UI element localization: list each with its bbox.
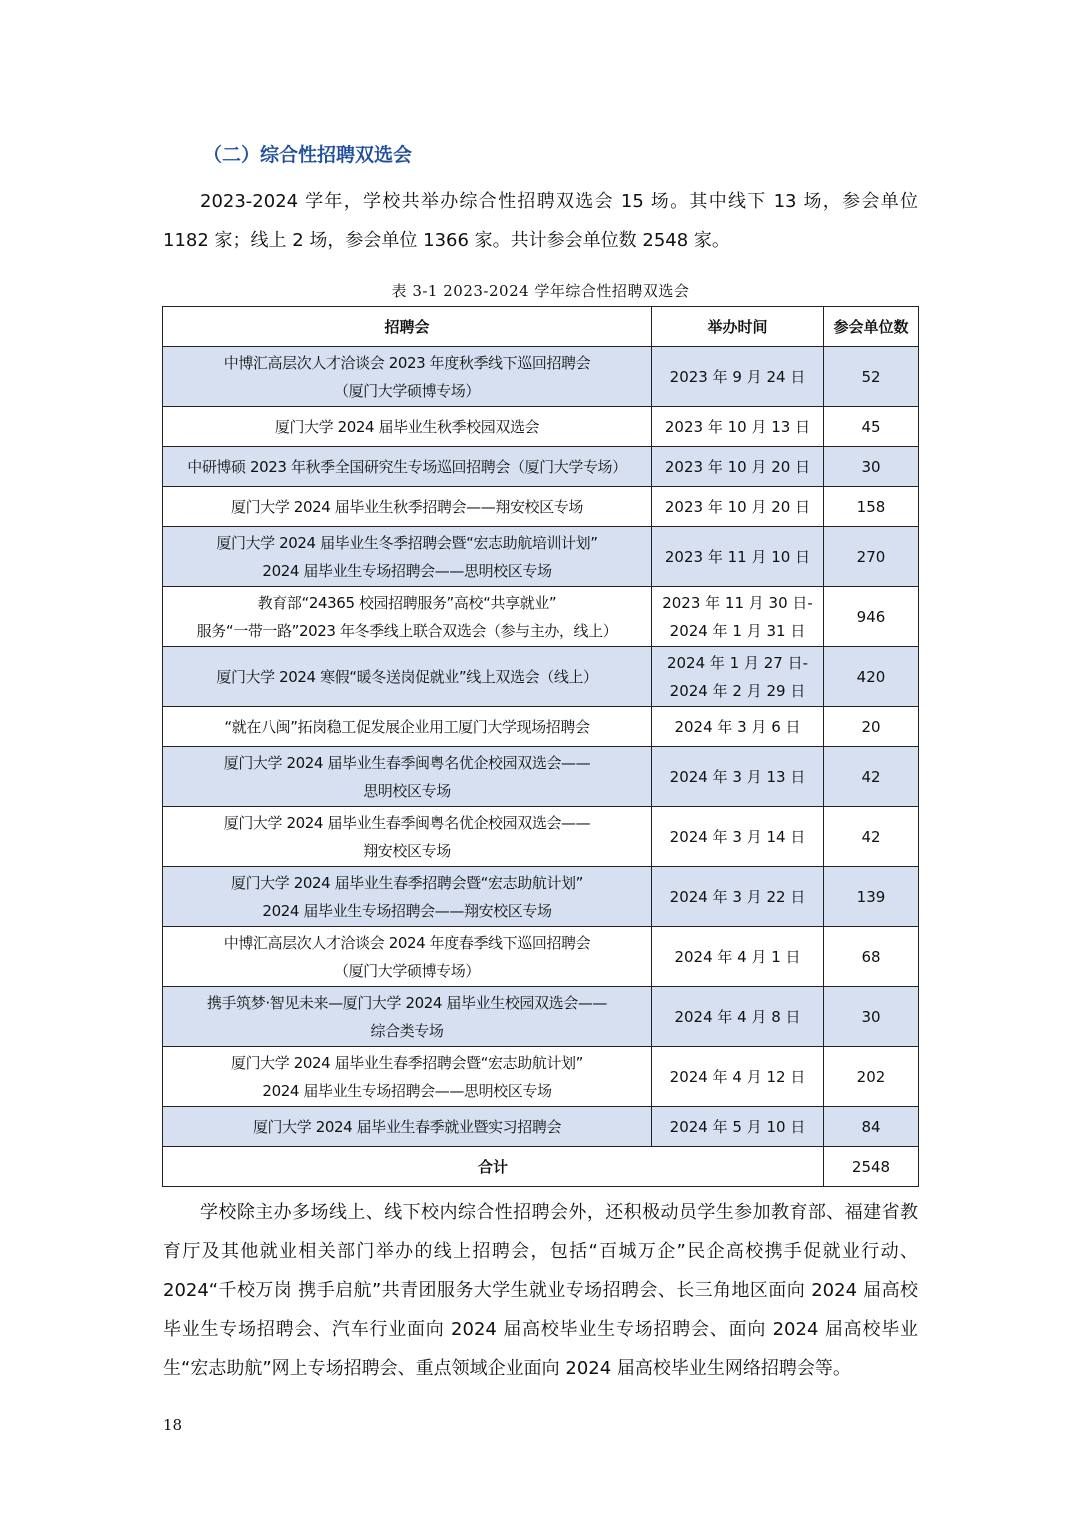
intro-paragraph: 2023-2024 学年，学校共举办综合性招聘双选会 15 场。其中线下 13 场，参会单位 1182 家；线上 2 场，参会单位 1366 家。共计参会单位数 2548 家。	[163, 191, 918, 251]
fair-count-cell: 946	[824, 587, 919, 647]
total-label: 合计	[163, 1147, 824, 1187]
fair-date-line: 2024 年 1 月 27 日-	[666, 653, 809, 672]
job-fair-table	[162, 306, 919, 1187]
fair-name-line: 厦门大学 2024 届毕业生秋季招聘会——翔安校区专场	[231, 497, 583, 516]
fair-count-cell: 42	[824, 807, 919, 867]
fair-name-cell	[163, 747, 652, 807]
fair-name-line: 中博汇高层次人才洽谈会 2024 年度春季线下巡回招聘会	[223, 933, 591, 952]
fair-count-cell: 139	[824, 867, 919, 927]
table-header-row	[163, 307, 919, 347]
fair-count-cell: 30	[824, 447, 919, 487]
fair-name-line: 厦门大学 2024 届毕业生春季招聘会暨“宏志助航计划”	[230, 873, 584, 892]
fair-date-line: 2024 年 3 月 13 日	[669, 767, 806, 786]
fair-name-cell	[163, 1107, 652, 1147]
fair-name-cell	[163, 867, 652, 927]
table-row	[163, 747, 919, 807]
page-number: 18	[163, 1416, 183, 1434]
table-row	[163, 647, 919, 707]
fair-name-cell	[163, 587, 652, 647]
fair-date-line: 2023 年 11 月 30 日-	[662, 593, 813, 612]
fair-name-line: 厦门大学 2024 届毕业生春季闽粤名优企校园双选会——	[223, 813, 591, 832]
fair-date-cell	[652, 527, 824, 587]
fair-name-line: 携手筑梦·智见未来—厦门大学 2024 届毕业生校园双选会——	[206, 993, 608, 1012]
table-row	[163, 1107, 919, 1147]
fair-date-line: 2024 年 5 月 10 日	[669, 1117, 806, 1136]
table-row	[163, 927, 919, 987]
fair-name-line: 2024 届毕业生专场招聘会——思明校区专场	[262, 1081, 552, 1100]
fair-date-cell	[652, 407, 824, 447]
fair-name-line: 2024 届毕业生专场招聘会——思明校区专场	[262, 561, 552, 580]
section-heading: （二）综合性招聘双选会	[203, 144, 413, 166]
fair-name-line: 2024 届毕业生专场招聘会——翔安校区专场	[262, 901, 552, 920]
fair-name-cell	[163, 527, 652, 587]
closing-paragraph: 学校除主办多场线上、线下校内综合性招聘会外，还积极动员学生参加教育部、福建省教育厅及其他就业相关部门举办的线上招聘会，包括“百城万企”民企高校携手促就业行动、2024“千校万岗 携手启航”共青团服务大学生就业专场招聘会、长三角地区面向 2024 届高校毕业生专场招聘会、汽车行业面向 2024 届高校毕业生专场招聘会、面向 2024 届高校毕业生“宏志助航”网上专场招聘会、重点领域企业面向 2024 届高校毕业生网络招聘会等。	[163, 1202, 918, 1379]
fair-date-line: 2023 年 10 月 20 日	[664, 457, 811, 476]
header-count: 参会单位数	[824, 307, 919, 347]
fair-count-cell: 420	[824, 647, 919, 707]
fair-name-line: 厦门大学 2024 届毕业生春季就业暨实习招聘会	[252, 1117, 562, 1136]
table-row	[163, 987, 919, 1047]
fair-date-line: 2023 年 9 月 24 日	[669, 367, 806, 386]
fair-name-line: 教育部“24365 校园招聘服务”高校“共享就业”	[257, 593, 557, 612]
fair-count-cell: 52	[824, 347, 919, 407]
fair-name-line: 翔安校区专场	[363, 841, 451, 860]
fair-name-line: 厦门大学 2024 届毕业生冬季招聘会暨“宏志助航培训计划”	[216, 533, 598, 552]
fair-date-line: 2023 年 10 月 20 日	[664, 497, 811, 516]
fair-name-line: 思明校区专场	[363, 781, 451, 800]
table-row	[163, 707, 919, 747]
fair-date-cell	[652, 867, 824, 927]
table-row	[163, 867, 919, 927]
fair-date-cell	[652, 647, 824, 707]
table-row	[163, 347, 919, 407]
total-value: 2548	[824, 1147, 919, 1187]
fair-count-cell: 270	[824, 527, 919, 587]
fair-count-cell: 84	[824, 1107, 919, 1147]
fair-date-cell	[652, 587, 824, 647]
fair-count-cell: 42	[824, 747, 919, 807]
fair-date-line: 2024 年 4 月 1 日	[674, 947, 801, 966]
fair-count-cell: 68	[824, 927, 919, 987]
fair-date-line: 2024 年 3 月 22 日	[669, 887, 806, 906]
fair-date-line: 2024 年 4 月 8 日	[674, 1007, 801, 1026]
fair-date-cell	[652, 447, 824, 487]
fair-count-cell: 45	[824, 407, 919, 447]
header-fair: 招聘会	[163, 307, 652, 347]
fair-name-line: （厦门大学硕博专场）	[333, 961, 480, 980]
table-total-row	[163, 1147, 919, 1187]
fair-date-line: 2024 年 4 月 12 日	[669, 1067, 806, 1086]
fair-date-cell	[652, 707, 824, 747]
table-row	[163, 1047, 919, 1107]
fair-date-line: 2023 年 10 月 13 日	[664, 417, 811, 436]
fair-date-line: 2024 年 3 月 6 日	[674, 717, 801, 736]
table-row	[163, 807, 919, 867]
fair-count-cell: 158	[824, 487, 919, 527]
fair-name-line: 中博汇高层次人才洽谈会 2023 年度秋季线下巡回招聘会	[223, 353, 591, 372]
fair-count-cell: 202	[824, 1047, 919, 1107]
fair-name-cell	[163, 407, 652, 447]
table-row	[163, 527, 919, 587]
fair-name-cell	[163, 987, 652, 1047]
fair-name-line: “就在八闽”拓岗稳工促发展企业用工厦门大学现场招聘会	[224, 717, 590, 736]
table-row	[163, 447, 919, 487]
fair-date-line: 2024 年 3 月 14 日	[669, 827, 806, 846]
fair-date-line: 2024 年 1 月 31 日	[669, 621, 806, 640]
fair-date-cell	[652, 807, 824, 867]
fair-date-line: 2023 年 11 月 10 日	[664, 547, 811, 566]
fair-name-line: 综合类专场	[370, 1021, 444, 1040]
fair-date-cell	[652, 747, 824, 807]
table-caption: 表 3-1 2023-2024 学年综合性招聘双选会	[391, 282, 690, 300]
fair-date-cell	[652, 927, 824, 987]
fair-name-cell	[163, 347, 652, 407]
fair-date-line: 2024 年 2 月 29 日	[669, 681, 806, 700]
fair-name-cell	[163, 447, 652, 487]
fair-name-cell	[163, 707, 652, 747]
fair-date-cell	[652, 347, 824, 407]
fair-name-cell	[163, 807, 652, 867]
fair-name-line: 厦门大学 2024 届毕业生春季闽粤名优企校园双选会——	[223, 753, 591, 772]
fair-count-cell: 20	[824, 707, 919, 747]
fair-count-cell: 30	[824, 987, 919, 1047]
fair-name-cell	[163, 647, 652, 707]
fair-name-cell	[163, 487, 652, 527]
fair-name-line: 厦门大学 2024 届毕业生春季招聘会暨“宏志助航计划”	[230, 1053, 584, 1072]
fair-name-line: 服务“一带一路”2023 年冬季线上联合双选会（参与主办，线上）	[196, 621, 618, 640]
table-row	[163, 487, 919, 527]
fair-name-cell	[163, 1047, 652, 1107]
header-date: 举办时间	[652, 307, 824, 347]
fair-name-line: （厦门大学硕博专场）	[333, 381, 480, 400]
fair-date-cell	[652, 487, 824, 527]
table-row	[163, 587, 919, 647]
fair-date-cell	[652, 987, 824, 1047]
fair-name-cell	[163, 927, 652, 987]
table-row	[163, 407, 919, 447]
fair-date-cell	[652, 1047, 824, 1107]
fair-name-line: 中研博硕 2023 年秋季全国研究生专场巡回招聘会（厦门大学专场）	[187, 457, 627, 476]
fair-name-line: 厦门大学 2024 寒假“暖冬送岗促就业”线上双选会（线上）	[216, 667, 598, 686]
fair-name-line: 厦门大学 2024 届毕业生秋季校园双选会	[274, 417, 540, 436]
fair-date-cell	[652, 1107, 824, 1147]
